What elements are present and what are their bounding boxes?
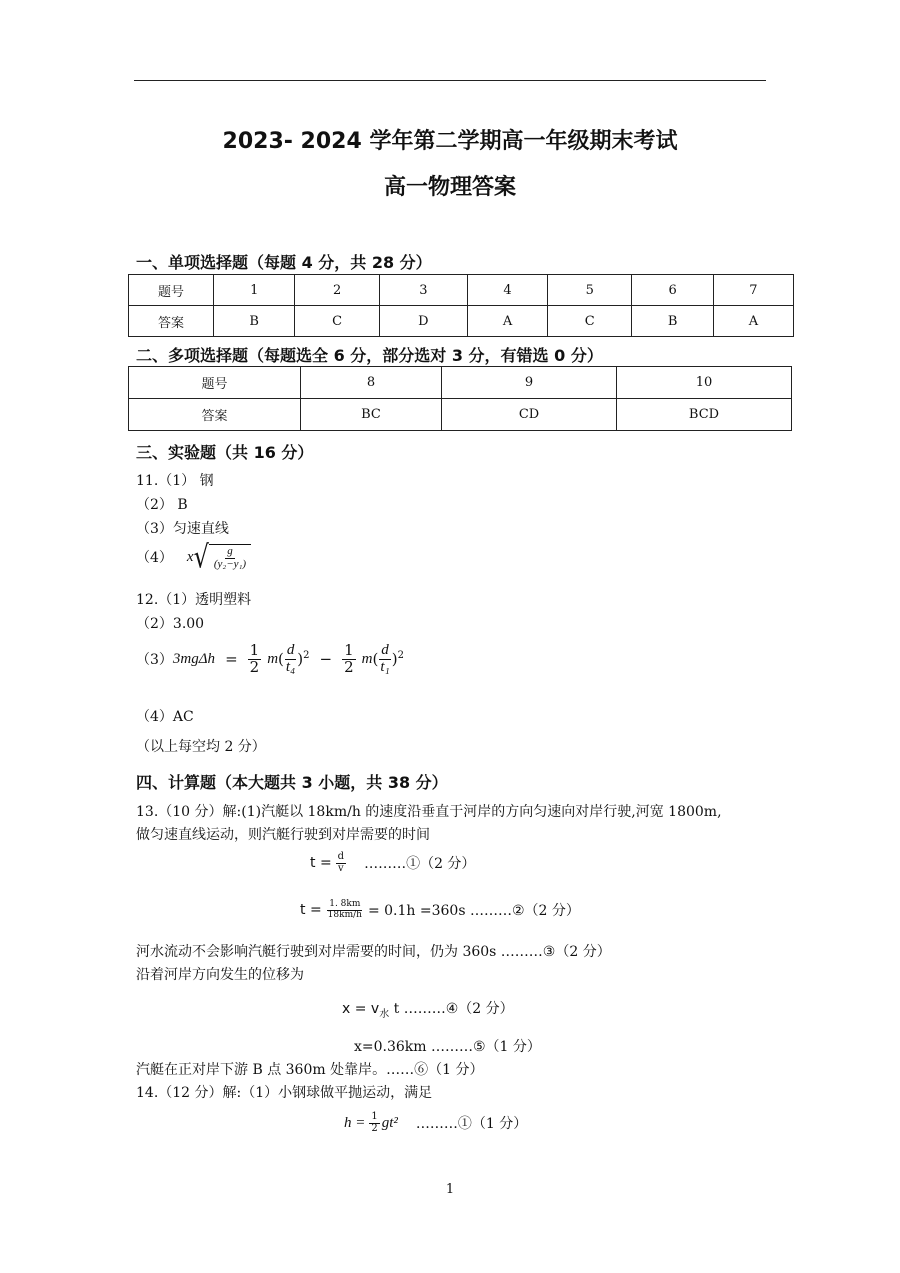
sqrt-sign: √ <box>193 538 209 576</box>
q11-4-fraction <box>212 546 248 570</box>
scoring-note: （以上每空均 2 分） <box>136 739 266 755</box>
answer-cell: A <box>713 306 793 337</box>
answer-cell: B <box>632 306 713 337</box>
t4-den: t₄ <box>285 658 296 675</box>
d-num: d <box>286 642 295 658</box>
eq4-tail: t ………④（2 分） <box>393 1001 514 1017</box>
q11-1-answer: 11.（1） 钢 <box>136 473 214 489</box>
eq6-tail: ………①（1 分） <box>415 1116 528 1132</box>
question-cell: 4 <box>467 275 547 306</box>
q13-statement-line1: 13.（10 分）解:(1)汽艇以 18km/h 的速度沿垂直于河岸的方向匀速向对岸行驶,河宽 1800m, <box>136 804 722 820</box>
section2-heading: 二、多项选择题（每题选全 6 分，部分选对 3 分，有错选 0 分） <box>136 346 603 365</box>
eq1-fraction <box>336 852 346 874</box>
eq1-num: d <box>337 851 345 862</box>
question-row-label: 题号 <box>129 367 301 399</box>
question-cell: 9 <box>442 367 617 399</box>
question-cell: 5 <box>548 275 632 306</box>
eq1-lhs: t = <box>310 855 332 871</box>
answer-row <box>129 399 792 431</box>
answer-cell: CD <box>442 399 617 431</box>
section1-heading: 一、单项选择题（每题 4 分，共 28 分） <box>136 253 432 272</box>
eq2-lhs: t = <box>300 902 322 918</box>
question-cell: 8 <box>301 367 442 399</box>
q11-4-label: （4） <box>136 550 173 566</box>
q12-3-lhs: 3mgΔh <box>172 650 216 667</box>
q11-4-radicand <box>209 544 251 570</box>
question-row <box>129 275 794 306</box>
q12-4-answer: （4）AC <box>136 709 194 725</box>
half-fraction <box>248 643 262 676</box>
equation-6 <box>344 1112 527 1134</box>
q13-conclusion: 汽艇在正对岸下游 B 点 360m 处靠岸。……⑥（1 分） <box>136 1062 484 1078</box>
eq6-rhs: gt² <box>381 1114 398 1131</box>
q12-3-answer: （3） 3mgΔh = $\frac{1}{2}$ m ( $\frac{d}{\text{t₄}}$ )$^2$ − $\frac{1}{2}$ m ( $\frac{d}{\text{t₁}}$ )$^2$ <box>136 641 404 676</box>
single-choice-table <box>128 274 794 337</box>
eq6-lhs: h = <box>344 1114 366 1131</box>
eq2-den: 18km/h <box>327 909 362 920</box>
eq1-tail: ………①（2 分） <box>364 856 476 872</box>
eq4-lhs: x = v <box>342 1001 380 1017</box>
answer-cell: B <box>214 306 295 337</box>
equation-5: x=0.36km ………⑤（1 分） <box>354 1039 541 1055</box>
half-den: 2 <box>344 657 354 676</box>
answer-cell: D <box>379 306 467 337</box>
q14-statement-line1: 14.（12 分）解:（1）小钢球做平抛运动，满足 <box>136 1085 433 1101</box>
question-row-label: 题号 <box>129 275 214 306</box>
q13-statement-line4: 沿着河岸方向发生的位移为 <box>136 967 304 983</box>
exam-subtitle: 高一物理答案 <box>383 175 516 200</box>
eq2-num: 1. 8km <box>329 899 361 910</box>
q13-statement-line3: 河水流动不会影响汽艇行驶到对岸需要的时间，仍为 360s ………③（2 分） <box>136 944 611 960</box>
question-cell: 10 <box>617 367 792 399</box>
q12-3-minus: − <box>319 650 333 669</box>
eq1-den: v <box>338 862 344 874</box>
answer-cell: C <box>295 306 379 337</box>
question-cell: 2 <box>295 275 379 306</box>
page-number: 1 <box>445 1182 455 1197</box>
eq6-fraction <box>369 1112 379 1134</box>
question-row <box>129 367 792 399</box>
q12-3-equals: = <box>225 650 238 669</box>
answer-cell: A <box>467 306 547 337</box>
equation-1 <box>310 852 475 874</box>
eq6-den: 2 <box>371 1122 378 1134</box>
d-num: d <box>381 642 389 658</box>
t1-den: t₁ <box>380 658 390 675</box>
q13-statement-line2: 做匀速直线运动，则汽艇行驶到对岸需要的时间 <box>136 827 430 843</box>
q11-2-answer: （2） B <box>136 497 188 513</box>
q11-4-num: g <box>227 544 233 557</box>
q11-4-den: (y₂−y₁) <box>213 557 247 570</box>
question-cell: 1 <box>214 275 295 306</box>
q12-2-answer: （2）3.00 <box>136 616 205 632</box>
q11-4-answer <box>136 538 251 576</box>
answer-cell: C <box>548 306 632 337</box>
q11-3-answer: （3）匀速直线 <box>136 521 229 537</box>
q12-1-answer: 12.（1）透明塑料 <box>136 592 252 608</box>
exam-title: 2023- 2024 学年第二学期高一年级期末考试 <box>222 129 678 154</box>
q11-4-x: x <box>186 548 194 565</box>
half-fraction <box>342 643 356 676</box>
multi-choice-table <box>128 366 792 431</box>
eq4-subscript: 水 <box>379 1008 390 1020</box>
answer-cell: BCD <box>617 399 792 431</box>
d-over-t4-fraction <box>284 643 297 676</box>
question-cell: 6 <box>632 275 713 306</box>
d-over-t1-fraction <box>378 643 391 676</box>
equation-2 <box>300 900 580 920</box>
half-num: 1 <box>249 641 260 659</box>
question-cell: 3 <box>379 275 467 306</box>
answer-row-label: 答案 <box>129 306 214 337</box>
half-num: 1 <box>344 641 354 659</box>
mass-m: m <box>267 650 279 667</box>
equation-4 <box>342 998 514 1020</box>
top-rule <box>134 80 766 81</box>
mass-m: m <box>361 650 373 667</box>
eq6-num: 1 <box>371 1111 378 1122</box>
half-den: 2 <box>249 657 260 676</box>
q12-3-label: （3） <box>136 652 173 669</box>
question-cell: 7 <box>713 275 793 306</box>
eq2-tail: = 0.1h =360s ………②（2 分） <box>367 903 580 919</box>
answer-cell: BC <box>301 399 442 431</box>
answer-row <box>129 306 794 337</box>
section4-heading: 四、计算题（本大题共 3 小题，共 38 分） <box>136 773 448 792</box>
eq2-fraction <box>326 900 364 920</box>
section3-heading: 三、实验题（共 16 分） <box>136 443 314 462</box>
answer-row-label: 答案 <box>129 399 301 431</box>
